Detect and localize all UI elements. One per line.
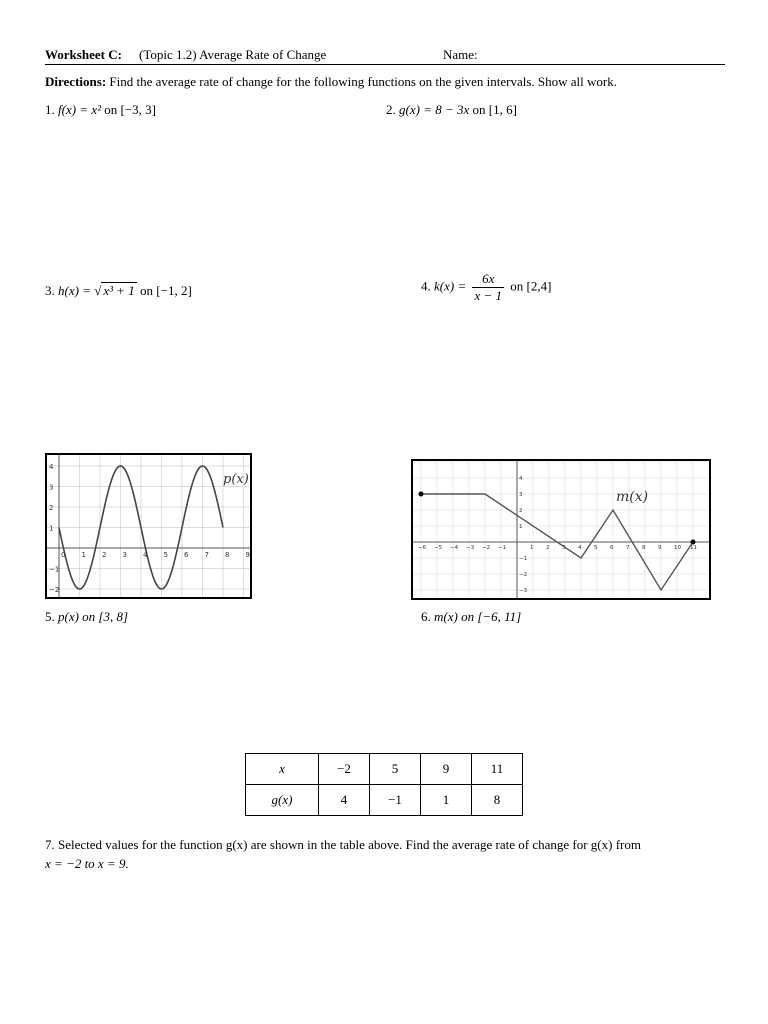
problem-5-number: 5.: [45, 609, 55, 624]
p-y-tick-label: −1: [49, 565, 60, 574]
problem-6: [421, 609, 521, 625]
p-x-tick-label: 7: [204, 551, 209, 559]
m-x-tick-label: 2: [546, 545, 550, 551]
table-header-gx: g(x): [246, 785, 319, 816]
problem-4-number: 4.: [421, 278, 431, 294]
table-cell: 5: [370, 754, 421, 785]
m-x-tick-label: 7: [626, 545, 630, 551]
table-cell: 9: [421, 754, 472, 785]
problem-5: [45, 609, 128, 625]
m-x-tick-label: 6: [610, 545, 614, 551]
header-divider: [45, 64, 725, 65]
m-y-tick-label: 1: [519, 524, 523, 530]
p-x-tick-label: 5: [163, 551, 168, 559]
m-x-tick-label: −4: [450, 545, 459, 551]
m-x-tick-label: −3: [466, 545, 475, 551]
problem-6-text: m(x) on [−6, 11]: [434, 609, 522, 624]
m-x-tick-label: 9: [658, 545, 662, 551]
table-cell: −1: [370, 785, 421, 816]
problem-4-fraction: [472, 271, 504, 304]
m-x-tick-label: 1: [530, 545, 534, 551]
problem-1-function: f(x) = x²: [58, 102, 101, 117]
p-label: p(x): [223, 472, 249, 487]
directions: Directions: Find the average rate of change for the following functions on the given intervals. Show all work.: [45, 74, 617, 89]
problem-4-numerator: 6x: [472, 271, 504, 288]
table-header-x: x: [246, 754, 319, 785]
sqrt-symbol: √: [94, 283, 102, 298]
problem-2-number: 2.: [386, 102, 396, 117]
problem-3-interval: on [−1, 2]: [140, 283, 192, 298]
problem-1-number: 1.: [45, 102, 55, 117]
directions-text: Find the average rate of change for the following functions on the given intervals. Show all work.: [109, 74, 617, 89]
p-x-tick-label: 6: [184, 551, 189, 559]
problem-2-interval: on [1, 6]: [472, 102, 517, 117]
m-x-tick-label: −1: [498, 545, 507, 551]
m-x-tick-label: 4: [578, 545, 582, 551]
problem-4-interval: on [2,4]: [510, 278, 552, 294]
p-x-tick-label: 9: [245, 551, 250, 559]
table-cell: 1: [421, 785, 472, 816]
problem-5-text: p(x) on [3, 8]: [58, 609, 129, 624]
problem-4-function: k(x) =: [434, 278, 470, 294]
table-cell: −2: [319, 754, 370, 785]
m-y-tick-label: 4: [519, 476, 523, 482]
m-y-tick-label: 2: [519, 508, 523, 514]
problem-3: [45, 283, 192, 299]
m-x-tick-label: −5: [434, 545, 443, 551]
graph-m: [411, 459, 711, 600]
m-start-point: [419, 492, 424, 497]
m-x-tick-label: −6: [418, 545, 427, 551]
p-y-tick-label: 1: [49, 524, 54, 533]
problem-6-number: 6.: [421, 609, 431, 624]
p-x-tick-label: 4: [143, 551, 148, 559]
m-label: m(x): [616, 489, 649, 505]
problem-7-line-1: [45, 837, 641, 853]
values-table: [245, 753, 523, 816]
p-x-tick-label: 8: [225, 551, 230, 559]
m-x-tick-label: 8: [642, 545, 646, 551]
table-row: [246, 785, 523, 816]
directions-label: Directions: [45, 74, 102, 89]
m-y-tick-label: 3: [519, 492, 523, 498]
p-x-tick-label: 1: [81, 551, 86, 559]
m-x-tick-label: 5: [594, 545, 598, 551]
worksheet-topic: (Topic 1.2) Average Rate of Change: [139, 47, 327, 62]
p-x-tick-label: 0: [61, 551, 66, 559]
p-x-tick-label: 3: [122, 551, 127, 559]
table-row: [246, 754, 523, 785]
m-y-tick-label: −2: [519, 572, 528, 578]
problem-2-function: g(x) = 8 − 3x: [399, 102, 470, 117]
m-x-tick-label: −2: [482, 545, 491, 551]
p-y-tick-label: −2: [49, 586, 60, 594]
m-x-tick-label: 3: [562, 545, 566, 551]
p-y-tick-label: 2: [49, 504, 54, 512]
problem-3-number: 3.: [45, 283, 55, 298]
problem-7-text: Selected values for the function g(x) are shown in the table above. Find the average rate of change for g(x) from: [58, 837, 641, 852]
problem-7-line-2: x = −2 to x = 9.: [45, 856, 129, 871]
p-y-tick-label: 3: [49, 483, 54, 492]
problem-4: [421, 271, 551, 304]
name-label: Name:: [443, 47, 478, 62]
problem-2: [386, 102, 517, 118]
p-x-tick-label: 2: [102, 551, 107, 559]
problem-3-function: h(x) =: [58, 283, 95, 298]
worksheet-title: Worksheet C:: [45, 47, 122, 62]
problem-1: [45, 102, 156, 118]
table-cell: 4: [319, 785, 370, 816]
m-y-tick-label: −3: [519, 588, 528, 594]
graph-p: [45, 453, 252, 599]
m-y-tick-label: −1: [519, 556, 528, 562]
m-x-tick-label: 11: [690, 545, 697, 551]
problem-1-interval: on [−3, 3]: [104, 102, 156, 117]
p-y-tick-label: 4: [49, 463, 54, 471]
problem-4-denominator: x − 1: [474, 288, 503, 303]
problem-7-number: 7.: [45, 837, 55, 852]
table-cell: 8: [472, 785, 523, 816]
graph-m-svg: [413, 461, 709, 598]
table-cell: 11: [472, 754, 523, 785]
m-end-point: [691, 540, 696, 545]
m-x-tick-label: 10: [674, 545, 681, 551]
problem-3-radicand: x³ + 1: [103, 283, 135, 298]
graph-p-svg: [47, 455, 250, 597]
